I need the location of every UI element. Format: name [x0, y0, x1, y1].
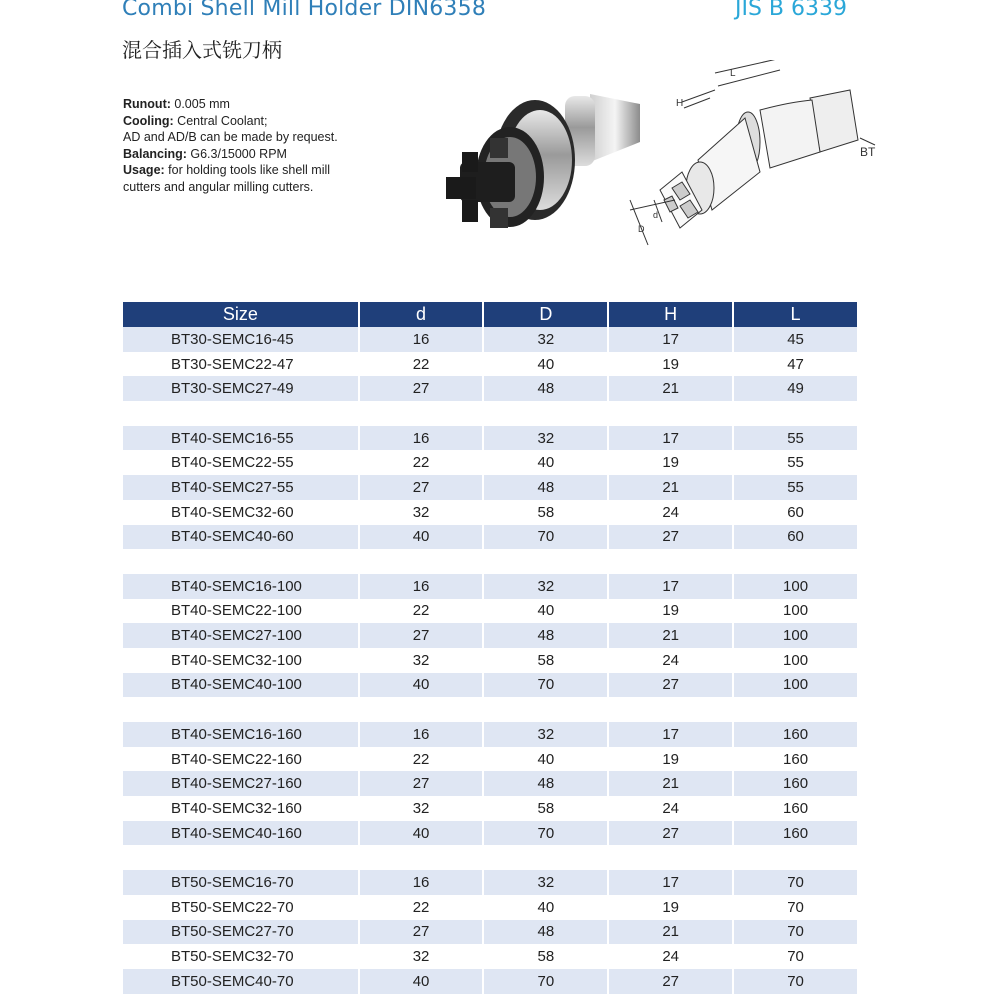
cell-h: 27	[609, 821, 734, 846]
cell-size: BT50-SEMC16-70	[123, 870, 360, 895]
cell-l: 60	[734, 500, 857, 525]
cell-d: 32	[360, 500, 485, 525]
table-row	[123, 920, 857, 945]
cell-d: 32	[360, 796, 485, 821]
cell-d: 40	[360, 525, 485, 550]
table-row	[123, 648, 857, 673]
cell-d-large: 58	[484, 796, 609, 821]
table-row	[123, 870, 857, 895]
cell-d-large: 32	[484, 722, 609, 747]
cell-size: BT40-SEMC40-60	[123, 525, 360, 550]
cell-l	[734, 549, 857, 574]
table-row	[123, 771, 857, 796]
cell-l: 55	[734, 475, 857, 500]
spec-usage-cont: cutters and angular milling cutters.	[123, 179, 314, 194]
cell-d: 16	[360, 426, 485, 451]
cell-l: 55	[734, 450, 857, 475]
cell-size: BT40-SEMC32-60	[123, 500, 360, 525]
column-header-size: Size	[123, 302, 360, 327]
cell-h: 21	[609, 920, 734, 945]
cell-h: 24	[609, 944, 734, 969]
table-row	[123, 821, 857, 846]
table-body	[123, 327, 857, 994]
cell-l: 70	[734, 920, 857, 945]
cell-size: BT40-SEMC16-160	[123, 722, 360, 747]
cell-h: 27	[609, 673, 734, 698]
spec-runout-label: Runout:	[123, 97, 171, 111]
spec-cooling-label: Cooling:	[123, 113, 174, 128]
cell-size: BT40-SEMC40-100	[123, 673, 360, 698]
standard-label: JIS B 6339	[735, 0, 848, 21]
cell-h: 17	[609, 870, 734, 895]
cell-h: 17	[609, 722, 734, 747]
table-row	[123, 599, 857, 624]
cell-l: 47	[734, 352, 857, 377]
cell-d: 40	[360, 673, 485, 698]
cell-l: 70	[734, 895, 857, 920]
cell-h: 21	[609, 475, 734, 500]
cell-l: 160	[734, 796, 857, 821]
cell-d: 27	[360, 623, 485, 648]
page-title: Combi Shell Mill Holder DIN6358	[122, 0, 487, 21]
table-header-row	[123, 302, 857, 327]
spec-usage	[123, 162, 423, 179]
cell-l: 100	[734, 673, 857, 698]
cell-size: BT40-SEMC27-160	[123, 771, 360, 796]
column-header-d: d	[360, 302, 485, 327]
cell-h	[609, 401, 734, 426]
spec-runout	[123, 96, 423, 113]
column-header-l: L	[734, 302, 857, 327]
cell-l: 160	[734, 821, 857, 846]
cell-d: 27	[360, 376, 485, 401]
cell-d	[360, 401, 485, 426]
cell-d: 40	[360, 821, 485, 846]
spec-balancing-label: Balancing:	[123, 146, 187, 161]
spec-balancing-value: G6.3/15000 RPM	[186, 146, 287, 161]
cell-d-large: 70	[484, 969, 609, 994]
cell-size: BT50-SEMC40-70	[123, 969, 360, 994]
spec-runout-value: 0.005 mm	[170, 97, 230, 111]
cell-d-large	[484, 845, 609, 870]
cell-size: BT40-SEMC16-55	[123, 426, 360, 451]
cell-size: BT40-SEMC40-160	[123, 821, 360, 846]
cell-size	[123, 549, 360, 574]
cell-l: 100	[734, 599, 857, 624]
product-photo	[440, 82, 650, 247]
cell-l: 70	[734, 969, 857, 994]
cell-size: BT40-SEMC22-55	[123, 450, 360, 475]
spec-cooling-value: Central Coolant;	[173, 113, 268, 128]
cell-l	[734, 697, 857, 722]
cell-d	[360, 845, 485, 870]
cell-h: 19	[609, 599, 734, 624]
cell-d-large: 58	[484, 500, 609, 525]
cell-d-large	[484, 549, 609, 574]
cell-h: 19	[609, 747, 734, 772]
table-row	[123, 327, 857, 352]
cell-h	[609, 549, 734, 574]
table-row	[123, 475, 857, 500]
cell-size: BT40-SEMC27-100	[123, 623, 360, 648]
cell-d: 16	[360, 722, 485, 747]
cell-d: 22	[360, 895, 485, 920]
cell-l: 55	[734, 426, 857, 451]
cell-d: 16	[360, 327, 485, 352]
table-row	[123, 525, 857, 550]
drawing-label-d-small: d	[653, 210, 659, 220]
cell-h: 27	[609, 969, 734, 994]
cell-size: BT50-SEMC22-70	[123, 895, 360, 920]
cell-h: 17	[609, 327, 734, 352]
table-row	[123, 450, 857, 475]
cell-d-large: 48	[484, 623, 609, 648]
cell-d: 16	[360, 870, 485, 895]
cell-d: 22	[360, 747, 485, 772]
cell-d-large: 40	[484, 747, 609, 772]
cell-d: 22	[360, 352, 485, 377]
cell-d-large: 32	[484, 870, 609, 895]
cell-d-large: 48	[484, 376, 609, 401]
cell-h: 19	[609, 450, 734, 475]
drawing-label-l: L	[730, 68, 736, 79]
spec-list	[123, 96, 423, 195]
cell-l: 60	[734, 525, 857, 550]
cell-d-large: 70	[484, 821, 609, 846]
cell-h: 27	[609, 525, 734, 550]
page-title-chinese: 混合插入式铣刀柄	[122, 38, 282, 62]
cell-h: 24	[609, 648, 734, 673]
cell-size: BT50-SEMC32-70	[123, 944, 360, 969]
cell-d-large: 48	[484, 920, 609, 945]
cell-d-large	[484, 697, 609, 722]
cell-d: 27	[360, 475, 485, 500]
cell-d-large	[484, 401, 609, 426]
drawing-label-h: H	[676, 98, 684, 109]
column-header-h: H	[609, 302, 734, 327]
cell-l: 70	[734, 870, 857, 895]
table-row	[123, 623, 857, 648]
cell-d: 27	[360, 920, 485, 945]
cell-size: BT40-SEMC27-55	[123, 475, 360, 500]
cell-h: 17	[609, 574, 734, 599]
cell-size: BT40-SEMC22-160	[123, 747, 360, 772]
cell-l: 160	[734, 771, 857, 796]
cell-h: 17	[609, 426, 734, 451]
cell-size	[123, 845, 360, 870]
cell-size: BT40-SEMC32-100	[123, 648, 360, 673]
cell-size: BT40-SEMC32-160	[123, 796, 360, 821]
cell-size: BT30-SEMC22-47	[123, 352, 360, 377]
cell-h: 21	[609, 376, 734, 401]
cell-l: 49	[734, 376, 857, 401]
cell-d: 32	[360, 944, 485, 969]
cell-size: BT50-SEMC27-70	[123, 920, 360, 945]
cell-l: 45	[734, 327, 857, 352]
cell-h: 24	[609, 796, 734, 821]
spec-usage-label: Usage:	[123, 163, 165, 177]
table-row	[123, 426, 857, 451]
table-row	[123, 673, 857, 698]
column-header-d-large: D	[484, 302, 609, 327]
cell-size: BT40-SEMC22-100	[123, 599, 360, 624]
cell-d: 22	[360, 450, 485, 475]
cell-l	[734, 845, 857, 870]
spec-usage-value: for holding tools like shell mill	[164, 163, 331, 177]
size-table	[123, 302, 857, 994]
cell-d-large: 32	[484, 426, 609, 451]
cell-d: 40	[360, 969, 485, 994]
cell-d	[360, 549, 485, 574]
table-row	[123, 969, 857, 994]
cell-h: 21	[609, 623, 734, 648]
table-spacer-row	[123, 697, 857, 722]
cell-d-large: 48	[484, 771, 609, 796]
cell-l: 100	[734, 574, 857, 599]
cell-h: 24	[609, 500, 734, 525]
table-spacer-row	[123, 549, 857, 574]
cell-d-large: 40	[484, 450, 609, 475]
cell-h	[609, 845, 734, 870]
table-spacer-row	[123, 845, 857, 870]
table-row	[123, 895, 857, 920]
cell-d-large: 40	[484, 352, 609, 377]
table-row	[123, 500, 857, 525]
cell-d	[360, 697, 485, 722]
cell-l: 100	[734, 623, 857, 648]
cell-d: 32	[360, 648, 485, 673]
cell-d: 27	[360, 771, 485, 796]
cell-d-large: 32	[484, 327, 609, 352]
cell-h	[609, 697, 734, 722]
cell-d-large: 40	[484, 895, 609, 920]
cell-l: 160	[734, 747, 857, 772]
table-row	[123, 944, 857, 969]
cell-d-large: 58	[484, 648, 609, 673]
cell-size: BT30-SEMC16-45	[123, 327, 360, 352]
cell-d-large: 70	[484, 673, 609, 698]
cell-l	[734, 401, 857, 426]
cell-d-large: 32	[484, 574, 609, 599]
table-row	[123, 376, 857, 401]
cell-size: BT30-SEMC27-49	[123, 376, 360, 401]
cell-d-large: 40	[484, 599, 609, 624]
cell-d: 22	[360, 599, 485, 624]
cell-l: 100	[734, 648, 857, 673]
table-row	[123, 574, 857, 599]
drawing-label-d-large: D	[638, 224, 645, 234]
table-row	[123, 796, 857, 821]
cell-h: 21	[609, 771, 734, 796]
spec-cooling-note: AD and AD/B can be made by request.	[123, 130, 338, 144]
table-row	[123, 352, 857, 377]
cell-d: 16	[360, 574, 485, 599]
table-row	[123, 747, 857, 772]
cell-l: 70	[734, 944, 857, 969]
cell-size	[123, 401, 360, 426]
cell-d-large: 70	[484, 525, 609, 550]
cell-h: 19	[609, 895, 734, 920]
cell-l: 160	[734, 722, 857, 747]
cell-h: 19	[609, 352, 734, 377]
cell-size: BT40-SEMC16-100	[123, 574, 360, 599]
cell-d-large: 58	[484, 944, 609, 969]
table-spacer-row	[123, 401, 857, 426]
spec-cooling	[123, 113, 423, 130]
cell-d-large: 48	[484, 475, 609, 500]
technical-drawing	[620, 60, 890, 265]
table-row	[123, 722, 857, 747]
spec-balancing	[123, 146, 423, 163]
drawing-label-bt: BT	[860, 145, 876, 159]
cell-size	[123, 697, 360, 722]
